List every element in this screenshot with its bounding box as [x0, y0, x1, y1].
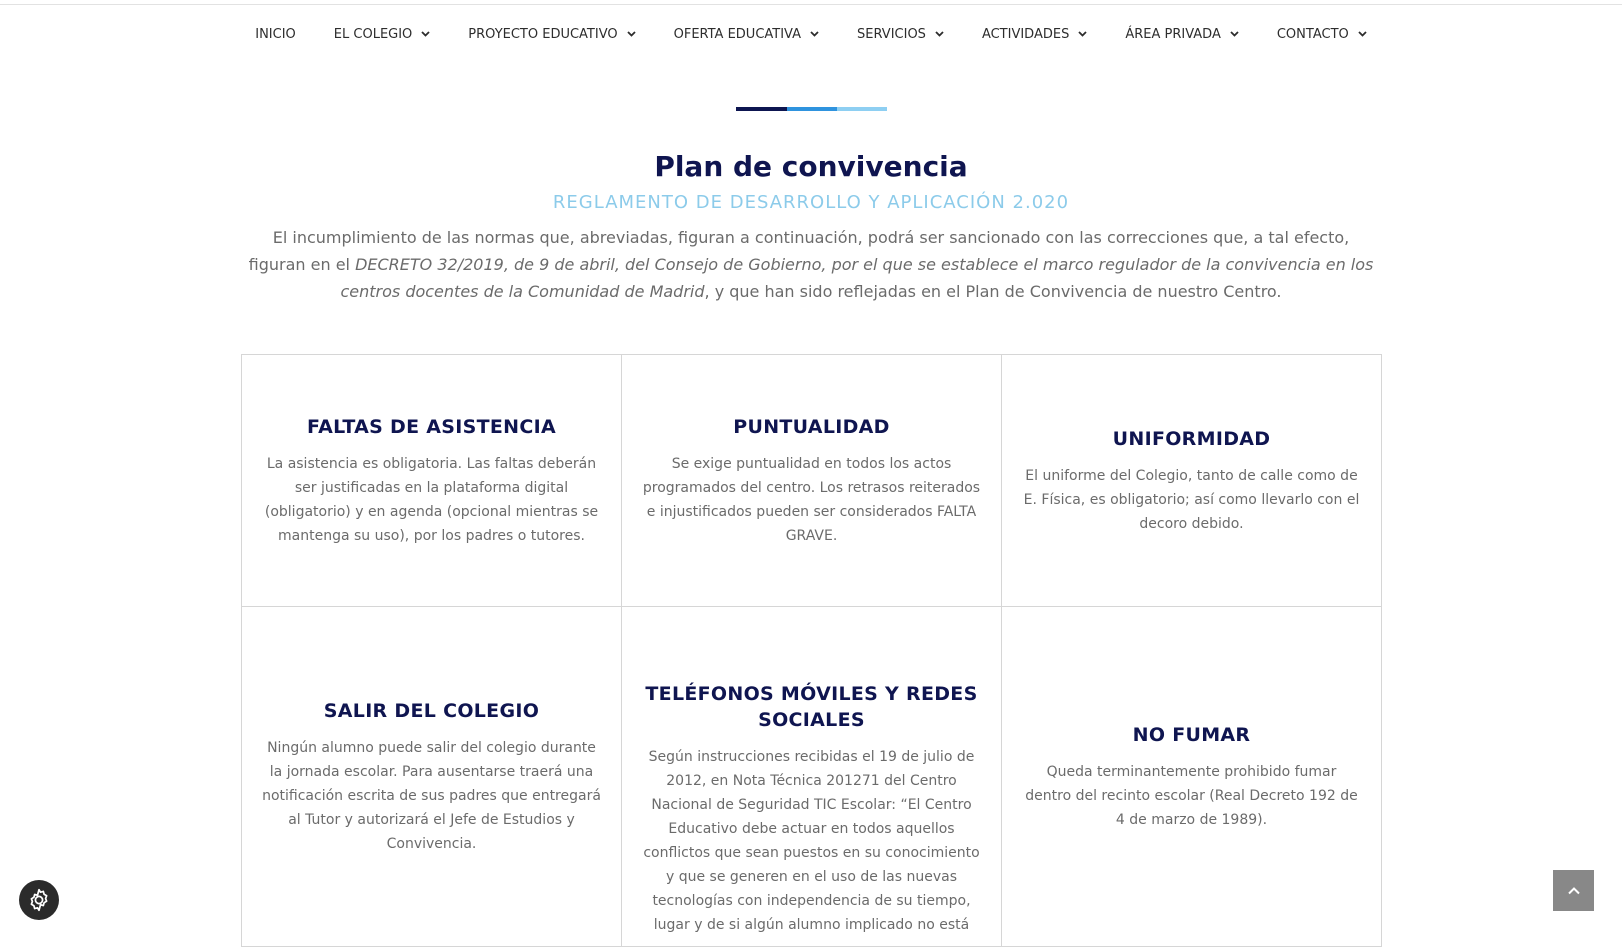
rule-card-text: Se exige puntualidad en todos los actos programados del centro. Los retrasos reiterados e injustificados pueden ser considerados FALTA GRAVE.	[642, 455, 981, 544]
rule-card-title: PUNTUALIDAD	[733, 415, 890, 438]
rule-card-puntualidad	[622, 355, 1002, 607]
chevron-down-icon	[627, 31, 636, 37]
rule-card-no-fumar	[1002, 607, 1382, 947]
top-border	[0, 4, 1622, 5]
nav-label: INICIO	[255, 26, 296, 42]
chevron-down-icon	[1078, 31, 1087, 37]
rule-card-title: UNIFORMIDAD	[1112, 427, 1271, 450]
chevron-down-icon	[1358, 31, 1367, 37]
section-title: Plan de convivencia	[654, 150, 968, 183]
section-divider	[736, 107, 887, 111]
rule-card-title: TELÉFONOS MÓVILES Y REDES SOCIALES	[645, 683, 978, 731]
rule-card-title: FALTAS DE ASISTENCIA	[306, 415, 557, 438]
divider-segment-blue	[787, 107, 837, 111]
gear-icon	[26, 887, 52, 913]
intro-text-start: El incumplimiento de las normas que, abreviadas, figuran a continuación, podrá ser sancionado con las correcciones que, a tal efecto, figuran en el	[248, 228, 1350, 274]
nav-label: ÁREA PRIVADA	[1125, 26, 1221, 42]
nav-label: CONTACTO	[1276, 26, 1349, 42]
nav-item-actividades[interactable]	[982, 27, 1087, 42]
nav-item-proyecto-educativo[interactable]	[468, 27, 635, 42]
chevron-up-icon	[1567, 886, 1581, 895]
rule-card-uniformidad	[1002, 355, 1382, 607]
rule-card-salir-colegio	[242, 607, 622, 947]
cookie-settings-button[interactable]	[19, 880, 59, 920]
rule-card-text: Según instrucciones recibidas el 19 de julio de 2012, en Nota Técnica 201271 del Centro Nacional de Seguridad TIC Escolar: “El Centro Educativo debe actuar en todos aquellos conflictos que sean puestos en su conocimiento y que se generen en el uso de las nuevas tecnologías con independencia de su tiempo, lugar y de si algún alumno implicado no está	[643, 749, 980, 933]
rule-card-text: Ningún alumno puede salir del colegio durante la jornada escolar. Para ausentarse traerá una notificación escrita de sus padres que entregará al Tutor y autorizará el Jefe de Estudios y Convivencia.	[262, 739, 601, 852]
nav-label: ACTIVIDADES	[981, 26, 1070, 42]
back-to-top-button[interactable]	[1553, 870, 1594, 911]
divider-segment-navy	[736, 107, 787, 111]
rule-card-title: SALIR DEL COLEGIO	[323, 699, 540, 722]
nav-item-oferta-educativa[interactable]	[674, 27, 819, 42]
nav-label: EL COLEGIO	[333, 26, 413, 42]
chevron-down-icon	[935, 31, 944, 37]
intro-paragraph	[246, 224, 1376, 305]
rules-grid	[241, 354, 1382, 947]
nav-item-servicios[interactable]	[857, 27, 944, 42]
chevron-down-icon	[1230, 31, 1239, 37]
nav-item-inicio[interactable]	[255, 27, 296, 42]
nav-item-el-colegio[interactable]	[334, 27, 431, 42]
nav-label: PROYECTO EDUCATIVO	[468, 26, 618, 42]
intro-decree-reference: DECRETO 32/2019, de 9 de abril, del Consejo de Gobierno, por el que se establece el marco regulador de la convivencia en los centros docentes de la Comunidad de Madrid	[340, 255, 1374, 301]
nav-item-area-privada[interactable]	[1125, 27, 1239, 42]
chevron-down-icon	[810, 31, 819, 37]
rule-card-faltas-asistencia	[242, 355, 622, 607]
rule-card-text: La asistencia es obligatoria. Las faltas deberán ser justificadas en la plataforma digital (obligatorio) y en agenda (opcional mientras se mantenga su uso), por los padres o tutores.	[264, 455, 599, 544]
intro-text-end: , y que han sido reflejadas en el Plan de Convivencia de nuestro Centro.	[704, 282, 1282, 301]
main-navigation	[0, 20, 1622, 48]
section-subtitle: REGLAMENTO DE DESARROLLO Y APLICACIÓN 2.020	[552, 192, 1070, 213]
nav-label: SERVICIOS	[857, 26, 926, 42]
rule-card-text: Queda terminantemente prohibido fumar dentro del recinto escolar (Real Decreto 192 de 4 de marzo de 1989).	[1025, 763, 1358, 828]
chevron-down-icon	[421, 31, 430, 37]
rule-card-text: El uniforme del Colegio, tanto de calle como de E. Física, es obligatorio; así como llevarlo con el decoro debido.	[1023, 467, 1360, 532]
rule-card-title: NO FUMAR	[1132, 723, 1251, 746]
nav-item-contacto[interactable]	[1277, 27, 1367, 42]
rule-card-telefonos-moviles	[622, 607, 1002, 947]
nav-label: OFERTA EDUCATIVA	[673, 26, 802, 42]
divider-segment-light-blue	[837, 107, 887, 111]
